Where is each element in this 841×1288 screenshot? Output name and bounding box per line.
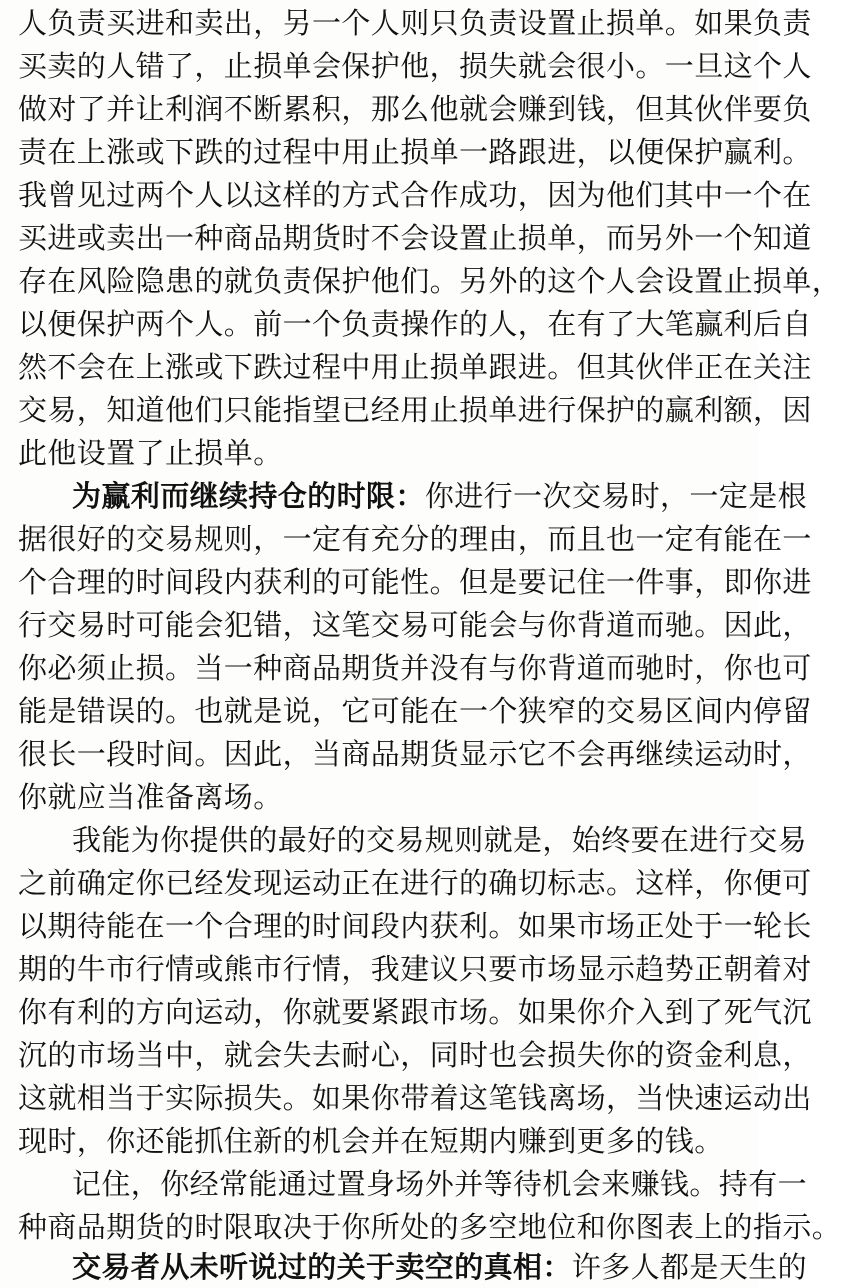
text-line — [18, 733, 812, 775]
text-line — [18, 1206, 841, 1248]
text-line — [18, 174, 812, 216]
line-text: 存在风险隐患的就负责保护他们。另外的这个人会设置止损单， — [18, 264, 841, 298]
line-text: 沉的市场当中，就会失去耐心，同时也会损失你的资金利息， — [18, 1038, 812, 1072]
text-line — [18, 862, 812, 904]
line-text: 据很好的交易规则，一定有充分的理由，而且也一定有能在一 — [18, 522, 812, 556]
text-line — [18, 647, 812, 689]
line-text: 很长一段时间。因此，当商品期货显示它不会再继续运动时， — [18, 737, 812, 771]
text-line — [18, 346, 812, 388]
line-text: 此他设置了止损单。 — [18, 436, 283, 470]
text-line — [18, 131, 812, 173]
text-line — [18, 948, 812, 990]
text-line — [18, 690, 812, 732]
line-text: 你必须止损。当一种商品期货并没有与你背道而驰时，你也可 — [18, 651, 812, 685]
line-text: 买进或卖出一种商品期货时不会设置止损单，而另外一个知道 — [18, 221, 812, 255]
text-line — [18, 1120, 752, 1162]
section-heading-line — [72, 1246, 808, 1288]
line-text: 许多人都是天生的 — [571, 1250, 808, 1284]
text-line — [18, 518, 812, 560]
line-text: 行交易时可能会犯错，这笔交易可能会与你背道而驰。因此， — [18, 608, 812, 642]
line-text: 记住，你经常能通过置身场外并等待机会来赚钱。持有一 — [72, 1167, 808, 1201]
section-heading: 交易者从未听说过的关于卖空的真相： — [72, 1250, 572, 1284]
text-line — [18, 991, 812, 1033]
line-text: 以期待能在一个合理的时间段内获利。如果市场正处于一轮长 — [18, 909, 812, 943]
line-text: 个合理的时间段内获利的可能性。但是要记住一件事，即你进 — [18, 565, 812, 599]
text-line — [18, 217, 812, 259]
text-line — [18, 260, 841, 302]
line-text: 你进行一次交易时，一定是根 — [424, 479, 808, 513]
line-text: 交易，知道他们只能指望已经用止损单进行保护的赢利额，因 — [18, 393, 812, 427]
line-text: 你就应当准备离场。 — [18, 780, 283, 814]
line-text: 种商品期货的时限取决于你所处的多空地位和你图表上的指示。 — [18, 1210, 841, 1244]
line-text: 我能为你提供的最好的交易规则就是，始终要在进行交易 — [72, 823, 808, 857]
line-text: 之前确定你已经发现运动正在进行的确切标志。这样，你便可 — [18, 866, 812, 900]
line-text: 然不会在上涨或下跌过程中用止损单跟进。但其伙伴正在关注 — [18, 350, 812, 384]
text-line — [18, 776, 752, 818]
text-line — [18, 905, 812, 947]
text-line — [72, 1163, 808, 1205]
text-line — [18, 1077, 812, 1119]
text-line — [18, 2, 812, 44]
text-line — [18, 1034, 812, 1076]
section-heading: 为赢利而继续持仓的时限： — [72, 479, 425, 513]
line-text: 做对了并让利润不断累积，那么他就会赚到钱，但其伙伴要负 — [18, 92, 812, 126]
text-line — [72, 819, 808, 861]
text-line — [18, 303, 812, 345]
line-text: 你有利的方向运动，你就要紧跟市场。如果你介入到了死气沉 — [18, 995, 812, 1029]
text-line — [18, 88, 812, 130]
text-line — [18, 604, 812, 646]
section-heading-line — [72, 475, 808, 517]
text-line — [18, 389, 812, 431]
line-text: 责在上涨或下跌的过程中用止损单一路跟进，以便保护赢利。 — [18, 135, 812, 169]
line-text: 以便保护两个人。前一个负责操作的人，在有了大笔赢利后自 — [18, 307, 812, 341]
line-text: 现时，你还能抓住新的机会并在短期内赚到更多的钱。 — [18, 1124, 724, 1158]
line-text: 能是错误的。也就是说，它可能在一个狭窄的交易区间内停留 — [18, 694, 812, 728]
line-text: 人负责买进和卖出，另一个人则只负责设置止损单。如果负责 — [18, 6, 812, 40]
line-text: 期的牛市行情或熊市行情，我建议只要市场显示趋势正朝着对 — [18, 952, 812, 986]
line-text: 买卖的人错了，止损单会保护他，损失就会很小。一旦这个人 — [18, 49, 812, 83]
text-line — [18, 561, 812, 603]
line-text: 我曾见过两个人以这样的方式合作成功，因为他们其中一个在 — [18, 178, 812, 212]
text-line — [18, 45, 812, 87]
text-line — [18, 432, 752, 474]
line-text: 这就相当于实际损失。如果你带着这笔钱离场，当快速运动出 — [18, 1081, 812, 1115]
